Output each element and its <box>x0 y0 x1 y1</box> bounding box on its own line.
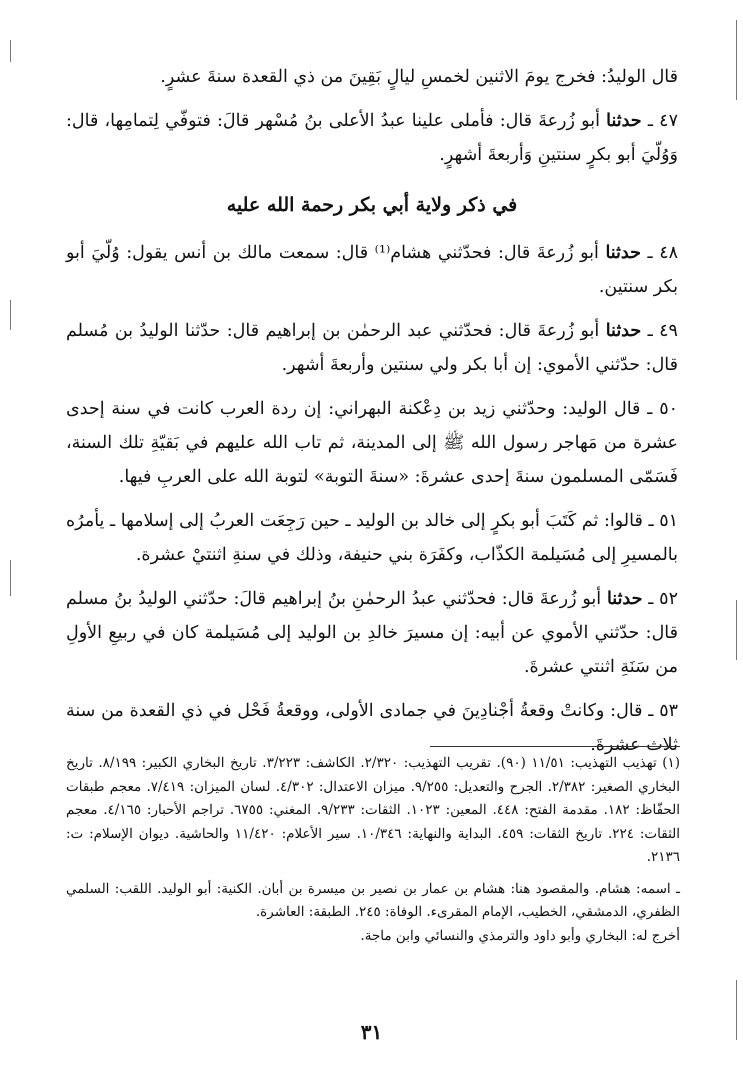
main-text <box>66 60 678 772</box>
paragraph-51 <box>66 504 678 572</box>
left-margin-mark-bottom <box>10 560 11 596</box>
paragraph-48-text: أبو زُرعةَ قال: فحدّثني هشام⁽¹⁾ قال: سمعت مالك بن أنس يقول: وُلّيَ أبو بكر سنتين. <box>66 243 678 297</box>
paragraph-46-text: قال الوليدُ: فخرج يومَ الاثنين لخمسِ ليالٍ بَقِينَ من ذي القعدة سنةَ عشرٍ. <box>160 67 678 87</box>
paragraph-48-heading: حدثنا <box>605 243 641 263</box>
paragraph-47-text: أبو زُرعةَ قال: فأملى علينا عبدُ الأعلى بنُ مُسْهر قالَ: فتوفّي لِتمامِها، قال: وَوُلّيَ أبو بكرٍ سنتينِ وَأربعةَ أشهرٍ. <box>66 111 678 165</box>
paragraph-51-text: ٥١ ـ قالوا: ثم كَتَبَ أبو بكرٍ إلى خالد بن الوليد ـ حين رَجِعَت العربُ إلى إسلامها ـ يأمرُه بالمسيرِ إلى مُسَيلمة الكذّاب، وكفَرَة بني حنيفة، وذلك في سنةِ اثنتيْ عشرة. <box>66 511 678 565</box>
footnote-divider <box>430 746 680 747</box>
paragraph-48 <box>66 236 678 304</box>
paragraph-53-text: ٥٣ ـ قال: وكانتْ وقعةُ أجْنادِينَ في جمادى الأولى، ووقعةُ فَحْل في ذي القعدة من سنة ثلاث عشرةَ. <box>66 701 678 755</box>
paragraph-47-number: ٤٧ ـ <box>647 111 678 131</box>
left-margin-mark-top <box>10 40 11 62</box>
paragraph-50 <box>66 392 678 494</box>
paragraph-49-number: ٤٩ ـ <box>647 321 678 341</box>
paragraph-49-text: أبو زُرعةَ قال: فحدّثني عبد الرحمٰن بن إبراهيم قال: حدّثنا الوليدُ بن مُسلم قال: حدّثني الأموي: إن أبا بكر ولي سنتين وأربعةَ أشهر. <box>66 321 678 375</box>
paragraph-50-text: ٥٠ ـ قال الوليد: وحدّثني زيد بن دِعْكنة البهراني: إن ردة العرب كانت في سنة إحدى عشرة من مَهاجر رسول الله ﷺ إلى المدينة، ثم تاب الله عليهم في بَقيّةِ تلك السنة، فَسَمّى المسلمون سنةَ إحدى عشرةَ: «سنةَ التوبة» لتوبة الله على العربِ فيها. <box>66 399 678 487</box>
footnote-1-name-note: ـ اسمه: هشام. والمقصود هنا: هشام بن عمار بن نصير بن ميسرة بن أبان. الكنية: أبو الوليد. اللقب: السلمي الظفري، الدمشقي، الخطيب، الإمام المقرىء. الوفاة: ٢٤٥. الطبقة: العاشرة. <box>66 880 680 920</box>
footnote-1: (١) تهذيب التهذيب: ١١/٥١ (٩٠). تقريب التهذيب: ٢/٣٢٠. الكاشف: ٣/٢٢٣. تاريخ البخاري الكبير: ٨/١٩٩. تاريخ البخاري الصغير: ٢/٣٨٢. الجرح والتعديل: ٩/٢٥٥. ميزان الاعتدال: ٤/٣٠٢. لسان الميزان: ٧/٤١٩. معجم طبقات الحفّاظ: ١٨٢. مقدمة الفتح: ٤٤٨. المعين: ١٠٢٣. الثقات: ٩/٢٣٣. المغني: ٦٧٥٥. تراجم الأحبار: ٤/١٦٥. معجم الثقات: ٢٢٤. تاريخ الثقات: ٤٥٩. البداية والنهاية: ١٠/٣٤٦. سير الأعلام: ١١/٤٢٠ والحاشية. ديوان الإسلام: ت: ٢١٣٦. <box>66 755 681 865</box>
paragraph-48-number: ٤٨ ـ <box>647 243 678 263</box>
footnotes <box>66 752 680 948</box>
left-margin-mark-middle <box>10 300 11 330</box>
section-title: في ذكر ولاية أبي بكر رحمة الله عليه <box>226 194 518 216</box>
paragraph-49 <box>66 314 678 382</box>
paragraph-52 <box>66 582 678 684</box>
right-margin-mark-top <box>736 20 737 100</box>
paragraph-46 <box>66 60 678 94</box>
paragraph-49-heading: حدثنا <box>605 321 642 341</box>
paragraph-52-number: ٥٢ ـ <box>648 589 678 609</box>
footnote-1-narrators: أخرج له: البخاري وأبو داود والترمذي والنسائي وابن ماجة. <box>360 927 680 944</box>
right-margin-mark-middle <box>736 600 737 660</box>
paragraph-52-heading: حدثنا <box>606 589 643 609</box>
paragraph-47 <box>66 104 678 172</box>
paragraph-52-text: أبو زُرعةَ قال: فحدّثني عبدُ الرحمٰنِ بنُ إبراهيم قالَ: حدّثني الوليدُ بنُ مسلم قال: حدّثني الأموي عن أبيه: إن مسيرَ خالدِ بن الوليد إلى مُسَيلمة كان في ربيعِ الأولِ من سَنَةِ اثنتي عشرةَ. <box>66 589 678 677</box>
page-number: ٣١ <box>360 1020 383 1044</box>
paragraph-47-heading: حدثنا <box>606 111 642 131</box>
